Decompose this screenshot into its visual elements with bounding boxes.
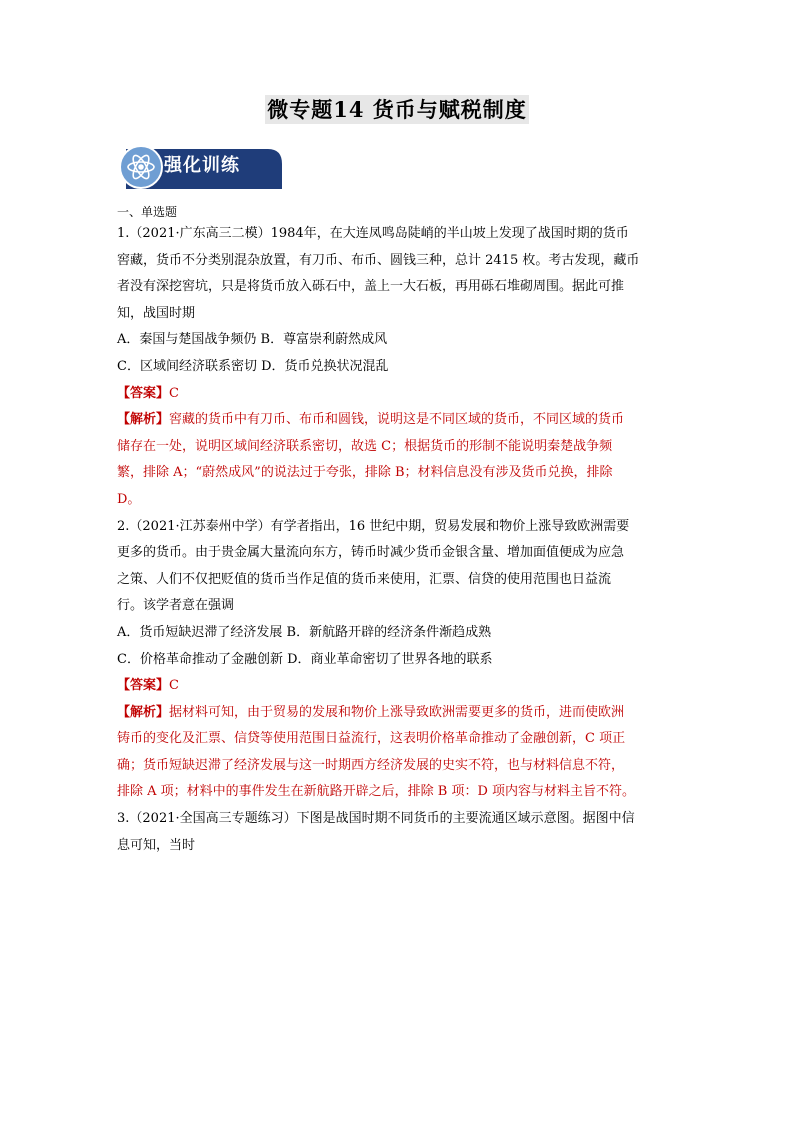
analysis-text: 据材料可知，由于贸易的发展和物价上涨导致欧洲需要更多的货币，进而使欧洲 <box>169 704 625 720</box>
question-line: 3.（2021·全国高三专题练习）下图是战国时期不同货币的主要流通区域示意图。据图中信 <box>117 811 635 827</box>
analysis-line: 储存在一处，说明区域间经济联系密切，故选 C；根据货币的形制不能说明秦楚战争频 <box>117 438 613 454</box>
title-text: 微专题14 货币与赋税制度 <box>267 97 527 122</box>
analysis-line: 排除 A 项；材料中的事件发生在新航路开辟之后，排除 B 项：D 项内容与材料主旨不符。 <box>117 784 636 800</box>
analysis-tag: 【解析】 <box>117 704 170 720</box>
analysis-tag: 【解析】 <box>117 412 170 428</box>
question-line: 窖藏，货币不分类别混杂放置，有刀币、布币、圆钱三种，总计 2415 枚。考古发现，藏币 <box>117 252 640 268</box>
section-heading: 一、单选题 <box>117 205 178 219</box>
question-line: 之策、人们不仅把贬值的货币当作足值的货币来使用，汇票、信贷的使用范围也日益流 <box>117 571 612 587</box>
question-line: 2.（2021·江苏泰州中学）有学者指出，16 世纪中期，贸易发展和物价上涨导致欧洲需要 <box>117 518 630 534</box>
analysis-line: 铸币的变化及汇票、信贷等使用范围日益流行，这表明价格革命推动了金融创新，C 项正 <box>117 731 626 747</box>
analysis-line <box>117 700 677 727</box>
answer-value: C <box>169 385 179 401</box>
page-title <box>0 94 794 124</box>
question-line: 者没有深挖窖坑，只是将货币放入砾石中，盖上一大石板，再用砾石堆砌周围。据此可推 <box>117 279 625 295</box>
analysis-line: 确；货币短缺迟滞了经济发展与这一时期西方经济发展的史实不符，也与材料信息不符， <box>117 757 625 773</box>
analysis-line: 繁，排除 A；“蔚然成风”的说法过于夸张，排除 B；材料信息没有涉及货币兑换，排除 <box>117 465 613 481</box>
question-content <box>117 205 677 859</box>
option-line: C．价格革命推动了金融创新 D．商业革命密切了世界各地的联系 <box>117 651 493 667</box>
analysis-line: D。 <box>117 491 141 507</box>
answer-value: C <box>169 678 179 694</box>
answer-line <box>117 381 677 408</box>
option-line: A．秦国与楚国战争频仍 B．尊富崇利蔚然成风 <box>117 332 388 348</box>
question-line: 更多的货币。由于贵金属大量流向东方，铸币时减少货币金银含量、增加面值便成为应急 <box>117 545 625 561</box>
answer-tag: 【答案】 <box>117 385 170 401</box>
question-line: 行。该学者意在强调 <box>117 598 235 614</box>
answer-line <box>117 673 677 700</box>
question-line: 息可知，当时 <box>117 837 196 853</box>
answer-tag: 【答案】 <box>117 678 170 694</box>
question-line: 知，战国时期 <box>117 305 196 321</box>
option-line: A．货币短缺迟滞了经济发展 B．新航路开辟的经济条件渐趋成熟 <box>117 624 492 640</box>
question-line: 1.（2021·广东高三二模）1984年，在大连凤鸣岛陡峭的半山坡上发现了战国时期的货币 <box>117 226 629 241</box>
option-line: C．区域间经济联系密切 D．货币兑换状况混乱 <box>117 358 389 374</box>
banner-label: 强化训练 <box>164 155 240 176</box>
analysis-text: 窖藏的货币中有刀币、布币和圆钱，说明这是不同区域的货币，不同区域的货币 <box>169 412 625 428</box>
analysis-line <box>117 407 677 434</box>
